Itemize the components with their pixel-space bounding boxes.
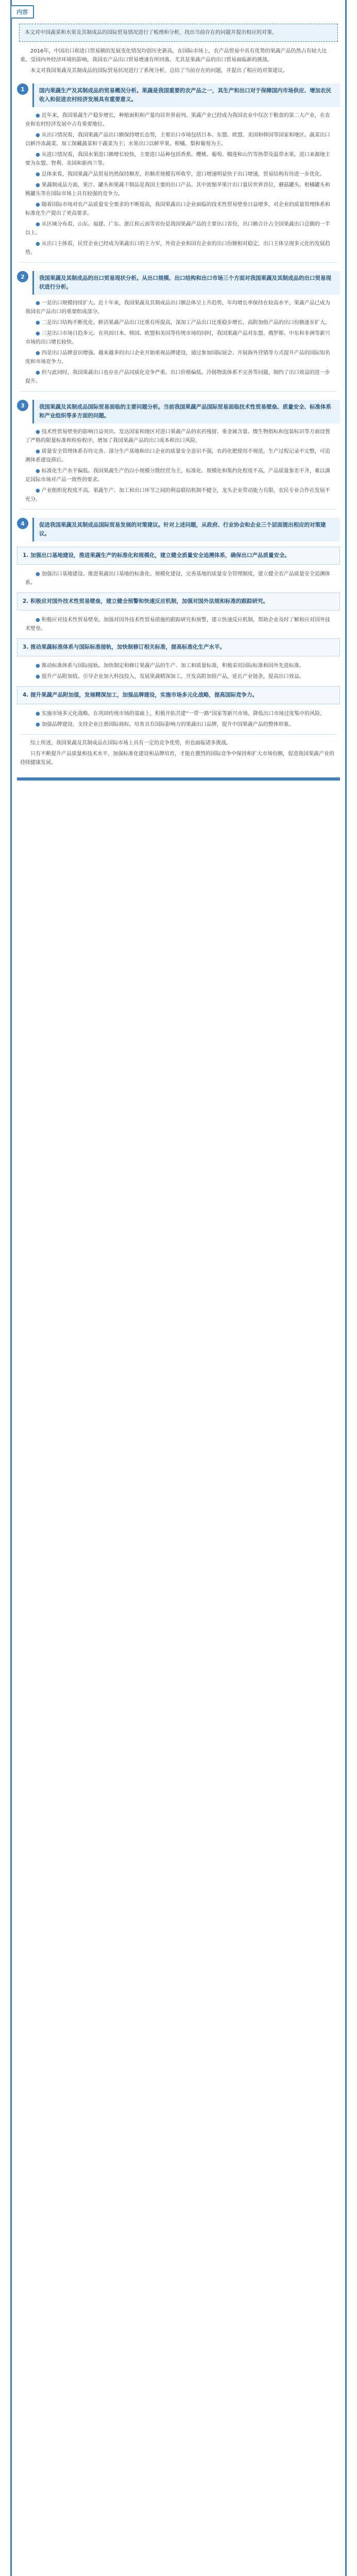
section-paragraph: ● 推动标准体系与国际接轨。加快制定和修订果蔬产品的生产、加工和质量标准，积极采用国际标准和国外先进标准。 — [36, 663, 304, 669]
section-paragraph: ● 实施市场多元化战略。在巩固传统市场的基础上，积极开拓共建“一带一路”国家等新兴市场，降低出口市场过度集中的风险。 — [36, 711, 326, 717]
section-header — [17, 83, 340, 107]
section-2 — [17, 271, 340, 386]
bullet-icon: ● — [36, 571, 40, 577]
section-4 — [17, 518, 340, 729]
article-page — [10, 0, 347, 2576]
section-paragraph: ● 产业组织化程度不高。果蔬生产、加工和出口环节之间的利益联结机制不健全，龙头企业带动能力有限，农民专业合作社发展不充分。 — [25, 488, 330, 502]
section-number: 1 — [17, 83, 28, 95]
bullet-icon: ● — [36, 449, 40, 454]
divider — [20, 509, 337, 510]
section-paragraph: ● 质量安全管理体系有待完善。部分生产基地和出口企业的质量安全意识不强，农药化肥使用不规范，生产过程记录不完整，可追溯体系建设滞后。 — [25, 449, 330, 463]
section-paragraph: ● 但与此同时，我国果蔬出口也存在产品同质化竞争严重、出口价格偏低、冷链物流体系不完善等问题，制约了出口效益的进一步提升。 — [25, 370, 330, 384]
section-paragraph: ● 二是出口结构不断优化。鲜活果蔬产品出口比重有所提高，深加工产品出口比重稳步增长，高附加值产品的出口份额逐步扩大。 — [36, 320, 330, 326]
section-header — [17, 271, 340, 295]
bullet-icon: ● — [36, 488, 40, 494]
section-paragraph: ● 近年来，我国果蔬生产稳步增长，种植面积和产量均居世界前列。果蔬产业已经成为我国农业中仅次于粮食的第二大产业，在农业和农村经济发展中占有重要地位。 — [25, 113, 330, 127]
bullet-icon: ● — [36, 222, 40, 227]
section-paragraph: ● 总体来看，我国果蔬产品贸易仍然保持顺差，但顺差规模有所收窄，进口增速明显快于出口增速，贸易结构有待进一步优化。 — [36, 172, 325, 177]
bullet-icon: ● — [36, 468, 40, 474]
bullet-icon: ● — [36, 674, 40, 680]
section-title: 国内果蔬生产及其制成品的贸易概况分析。果蔬是我国重要的农产品之一，其生产和出口对于保障国内市场供应、增加农民收入和促进农村经济发展具有重要意义。 — [32, 83, 340, 107]
section-title: 促进我国果蔬及其制成品国际贸易发展的对策建议。针对上述问题，从政府、行业协会和企业三个层面提出相应的对策建议。 — [32, 518, 340, 541]
intro-tab: 内容 — [10, 5, 34, 19]
section-text — [17, 299, 340, 386]
intro-paragraph: 本文对我国果蔬及其制成品的国际贸易状况进行了系统分析，总结了当前存在的问题，并提出了相应的对策建议。 — [30, 68, 288, 74]
bullet-icon: ● — [36, 663, 40, 669]
section-text — [17, 709, 340, 729]
bullet-icon: ● — [36, 429, 40, 435]
bullet-icon: ● — [36, 617, 40, 623]
bullet-icon: ● — [36, 182, 40, 188]
subsection-box: 2. 积极应对国外技术性贸易壁垒，建立健全预警和快速反应机制，加强对国外法规和标准的跟踪研究。 — [17, 592, 340, 611]
section-3 — [17, 400, 340, 504]
section-text — [17, 662, 340, 681]
bullet-icon: ● — [36, 202, 40, 208]
section-paragraph: ● 标准化生产水平偏低。我国果蔬生产仍以小规模分散经营为主，标准化、规模化和集约化程度不高，产品质量参差不齐，难以满足国际市场对产品一致性的要求。 — [25, 468, 330, 483]
divider — [20, 734, 337, 735]
summary-box: 本文对中国蔬菜和水果及其制成品的国际贸易情况进行了梳理和分析，找出当前存在的问题并提出相应的对策。 — [19, 24, 338, 42]
bullet-icon: ● — [36, 711, 40, 717]
bullet-icon: ● — [36, 300, 40, 306]
bullet-icon: ● — [36, 241, 40, 247]
section-paragraph: ● 提升产品附加值。引导企业加大科技投入，发展果蔬精深加工，开发高附加值产品，延长产业链条，提高出口效益。 — [36, 674, 304, 680]
bullet-icon: ● — [36, 172, 40, 177]
section-paragraph: ● 加强出口基地建设。推进果蔬出口基地的标准化、规模化建设，完善基地的质量安全管理制度，建立健全农产品质量安全追溯体系。 — [25, 571, 330, 586]
footer-bar — [17, 777, 340, 781]
conclusion-text — [12, 739, 345, 767]
section-paragraph: ● 一是出口规模持续扩大。近十年来，我国果蔬及其制成品出口额总体呈上升趋势，年均增长率保持在较高水平，果蔬产品已成为我国农产品出口的重要组成部分。 — [25, 300, 330, 315]
bullet-icon: ● — [36, 722, 40, 727]
bullet-icon: ● — [36, 132, 40, 138]
intro-paragraph: 2016年，中国出口和进口贸易额的发展变化情况均创历史新高，在国际市场上，农产品贸易中具有优势的果蔬产品仍然占有较大比重。受国内外经济环境的影响，我国农产品出口贸易增速有所回落，尤其是果蔬产品的出口贸易面临新的挑战。 — [20, 48, 327, 63]
section-paragraph: ● 技术性贸易壁垒的影响日益突出。发达国家和地区对进口果蔬产品的农药残留、重金属含量、微生物指标和包装标识等方面设置了严格的限量标准和检验程序，增加了我国果蔬产品的出口成本和出口风险。 — [25, 429, 330, 444]
section-paragraph: ● 从区域分布看，山东、福建、广东、浙江和云南等省份是我国果蔬产品的主要出口省份，出口额合计占全国果蔬出口总额的一半以上。 — [25, 222, 330, 236]
section-number: 4 — [17, 518, 28, 529]
subsection-box: 3. 推动果蔬标准体系与国际标准接轨，加快制修订相关标准，提高标准化生产水平。 — [17, 638, 340, 656]
section-paragraph: ● 从进口情况看，我国水果进口额增长较快，主要进口品种包括香蕉、樱桃、葡萄、榴莲和山竹等热带及温带水果，进口来源地主要为东盟、智利、美国和新西兰等。 — [25, 152, 330, 166]
divider — [20, 391, 337, 392]
section-paragraph: ● 从出口主体看，民营企业已经成为果蔬出口的主力军，外资企业和国有企业的出口份额相对稳定，出口主体呈现多元化的发展趋势。 — [25, 241, 330, 256]
bullet-icon: ● — [36, 152, 40, 158]
section-title: 我国果蔬及其制成品的出口贸易现状分析。从出口规模、出口结构和出口市场三个方面对我国果蔬及其制成品的出口贸易现状进行分析。 — [32, 271, 340, 295]
section-paragraph: ● 三是出口市场日趋多元。在巩固日本、韩国、欧盟和美国等传统市场的同时，我国果蔬产品对东盟、俄罗斯、中东和非洲等新兴市场的出口增长较快。 — [25, 331, 330, 345]
bullet-icon: ● — [36, 113, 40, 118]
section-text — [17, 428, 340, 504]
section-text — [17, 616, 340, 633]
bullet-icon: ● — [36, 331, 40, 336]
divider — [20, 262, 337, 263]
section-paragraph: ● 积极应对技术性贸易壁垒。加强对国外技术性贸易措施的跟踪研究和预警，建立快速反应机制，帮助企业及时了解和应对国外技术壁垒。 — [25, 617, 330, 632]
bullet-icon: ● — [36, 350, 40, 356]
conclusion-paragraph: 综上所述，我国果蔬及其制成品在国际市场上具有一定的竞争优势，但也面临诸多挑战。 — [30, 740, 231, 746]
section-paragraph: ● 四是出口品牌意识增强。越来越多的出口企业开始重视品牌建设，通过参加国际展会、开展海外营销等方式提升产品的国际知名度和市场竞争力。 — [25, 350, 330, 365]
section-text — [17, 570, 340, 587]
section-paragraph: ● 随着国际市场对农产品质量安全要求的不断提高，我国果蔬出口企业面临的技术性贸易壁垒日益增多，对企业的质量管理体系和标准化生产提出了更高要求。 — [25, 202, 330, 216]
section-number: 3 — [17, 400, 28, 411]
section-paragraph: ● 果蔬制成品方面，果汁、罐头和果蔬干制品是我国主要的出口产品。其中浓缩苹果汁出口量居世界首位，蘑菇罐头、柑橘罐头和桃罐头等在国际市场上具有较强的竞争力。 — [25, 182, 330, 197]
section-1 — [17, 83, 340, 257]
section-paragraph: ● 从出口情况看，我国果蔬产品出口额保持增长态势，主要出口市场包括日本、东盟、欧盟、美国和韩国等国家和地区。蔬菜出口以鲜冷冻蔬菜、加工保藏蔬菜和干蔬菜为主；水果出口以鲜苹果、柑橘、梨和葡萄为主。 — [25, 132, 330, 147]
bullet-icon: ● — [36, 320, 40, 326]
section-paragraph: ● 加强品牌建设。支持企业注册国际商标，培育具有国际影响力的果蔬出口品牌，提升中国果蔬产品的整体形象。 — [36, 722, 294, 727]
intro-text — [12, 47, 345, 75]
subsection-box: 4. 提升果蔬产品附加值，发展精深加工，加强品牌建设，实施市场多元化战略，提高国际竞争力。 — [17, 686, 340, 704]
section-number: 2 — [17, 271, 28, 282]
section-text — [17, 111, 340, 257]
conclusion-paragraph: 只有不断提升产品质量和技术水平，加强标准化建设和品牌培育，才能在激烈的国际竞争中保持和扩大市场份额，促进我国果蔬产业的持续健康发展。 — [20, 751, 334, 766]
subsection-box: 1. 加强出口基地建设，推进果蔬生产的标准化和规模化，建立健全质量安全追溯体系，确保出口产品质量安全。 — [17, 547, 340, 565]
section-header — [17, 400, 340, 423]
bullet-icon: ● — [36, 370, 40, 376]
section-title: 我国果蔬及其制成品国际贸易面临的主要问题分析。当前我国果蔬产品国际贸易面临技术性贸易壁垒、质量安全、标准体系和产业组织等多方面的问题。 — [32, 400, 340, 423]
section-header — [17, 518, 340, 541]
